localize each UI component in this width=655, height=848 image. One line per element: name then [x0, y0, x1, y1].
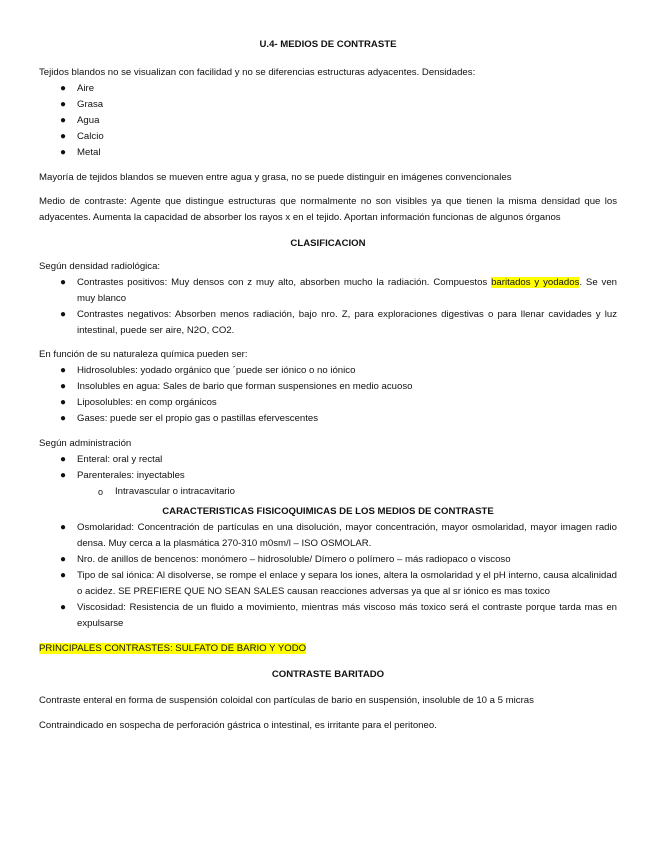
contrast-medium-definition: Medio de contraste: Agente que distingue estructuras que normalmente no son visibles ya que tienen la misma densidad que los adyacentes. Aumenta la capacidad de absorber los rayos x en el tejido. Aportan información funcionas de algunos órganos	[39, 196, 617, 223]
physicochemical-heading: CARACTERISTICAS FISICOQUIMICAS DE LOS MEDIOS DE CONTRASTE	[162, 506, 494, 517]
bullet-icon: ●	[60, 397, 67, 408]
radiological-density-list	[39, 275, 617, 339]
bullet-icon: ●	[60, 454, 67, 465]
chemical-nature-label: En función de su naturaleza química pueden ser:	[39, 349, 248, 360]
list-item: ● Metal	[39, 145, 617, 161]
bullet-icon: ●	[60, 554, 67, 565]
radiological-density-label: Según densidad radiológica:	[39, 261, 161, 272]
bullet-icon: ●	[60, 365, 67, 376]
list-item: ● Osmolaridad: Concentración de partículas en una disolución, mayor concentración, mayor osmolaridad, mayor imagen radio densa. Muy cerca a la plasmática 270-310 m0sm/l – ISO OSMOLAR.	[60, 522, 617, 549]
bullet-icon: ●	[60, 470, 67, 481]
list-item: ● Nro. de anillos de bencenos: monómero – hidrosoluble/ Dímero o polímero – más radiopaco o viscoso	[39, 552, 617, 568]
administration-list	[39, 452, 617, 484]
barium-contraindication: Contraindicado en sospecha de perforación gástrica o intestinal, es irritante para el peritoneo.	[39, 720, 437, 731]
bullet-icon: ●	[60, 309, 67, 320]
list-item: ● Agua	[39, 113, 617, 129]
list-item: ● Enteral: oral y rectal	[39, 452, 617, 468]
bullet-icon: ●	[60, 570, 67, 581]
list-item: ● Aire	[39, 81, 617, 97]
sub-bullet-icon: o	[98, 487, 104, 497]
highlighted-text: PRINCIPALES CONTRASTES: SULFATO DE BARIO Y YODO	[39, 643, 307, 654]
main-contrasts-line	[39, 641, 617, 657]
page-title: U.4- MEDIOS DE CONTRASTE	[259, 39, 397, 50]
list-item: ● Grasa	[39, 97, 617, 113]
bullet-icon: ●	[60, 413, 67, 424]
list-item: o Intravascular o intracavitario	[39, 484, 617, 500]
list-item: ● Calcio	[39, 129, 617, 145]
list-item: ● Gases: puede ser el propio gas o pastillas efervescentes	[39, 411, 617, 427]
list-item: ● Liposolubles: en comp orgánicos	[39, 395, 617, 411]
list-item: ● Parenterales: inyectables	[39, 468, 617, 484]
administration-sublist	[39, 484, 617, 500]
list-item-positive-contrast: ● Contrastes positivos: Muy densos con z muy alto, absorben mucho la radiación. Compuestos baritados y yodados. Se ven muy blanco	[60, 277, 617, 304]
bullet-icon: ●	[60, 277, 67, 288]
physicochemical-list	[39, 520, 617, 632]
barium-contrast-heading: CONTRASTE BARITADO	[271, 669, 385, 680]
bullet-icon: ●	[60, 602, 67, 613]
list-item: ● Tipo de sal iónica: Al disolverse, se rompe el enlace y separa los iones, altera la osmolaridad y el pH interno, causa alcalinidad o acidez. SE PREFIERE QUE NO SEAN SALES causan reacciones adversas ya que al sr iónico es mas toxico	[60, 570, 617, 597]
document-body	[39, 37, 617, 734]
list-item: ● Insolubles en agua: Sales de bario que forman suspensiones en medio acuoso	[39, 379, 617, 395]
bullet-icon: ●	[60, 381, 67, 392]
soft-tissue-paragraph: Mayoría de tejidos blandos se mueven entre agua y grasa, no se puede distinguir en imágenes convencionales	[39, 172, 512, 183]
bullet-icon: ●	[60, 83, 67, 94]
list-item: ● Viscosidad: Resistencia de un fluido a movimiento, mientras más viscoso más toxico será el contraste porque tarda mas en expulsarse	[60, 602, 617, 629]
barium-description: Contraste enteral en forma de suspensión coloidal con partículas de bario en suspensión, insoluble de 10 a 5 micras	[39, 695, 534, 706]
bullet-icon: ●	[60, 147, 67, 158]
bullet-icon: ●	[60, 131, 67, 142]
bullet-icon: ●	[60, 522, 67, 533]
administration-label: Según administración	[39, 438, 132, 449]
density-list	[39, 81, 617, 161]
bullet-icon: ●	[60, 115, 67, 126]
chemical-nature-list	[39, 363, 617, 427]
list-item: ● Hidrosolubles: yodado orgánico que ´puede ser iónico o no iónico	[39, 363, 617, 379]
classification-heading: CLASIFICACION	[290, 238, 366, 249]
bullet-icon: ●	[60, 99, 67, 110]
highlighted-text: baritados y yodados	[491, 277, 580, 288]
list-item-negative-contrast: ● Contrastes negativos: Absorben menos radiación, bajo nro. Z, para exploraciones digestivas o para llenar cavidades y luz intestinal, puede ser aire, N2O, CO2.	[60, 309, 617, 336]
intro-paragraph: Tejidos blandos no se visualizan con facilidad y no se diferencias estructuras adyacentes. Densidades:	[39, 67, 476, 78]
